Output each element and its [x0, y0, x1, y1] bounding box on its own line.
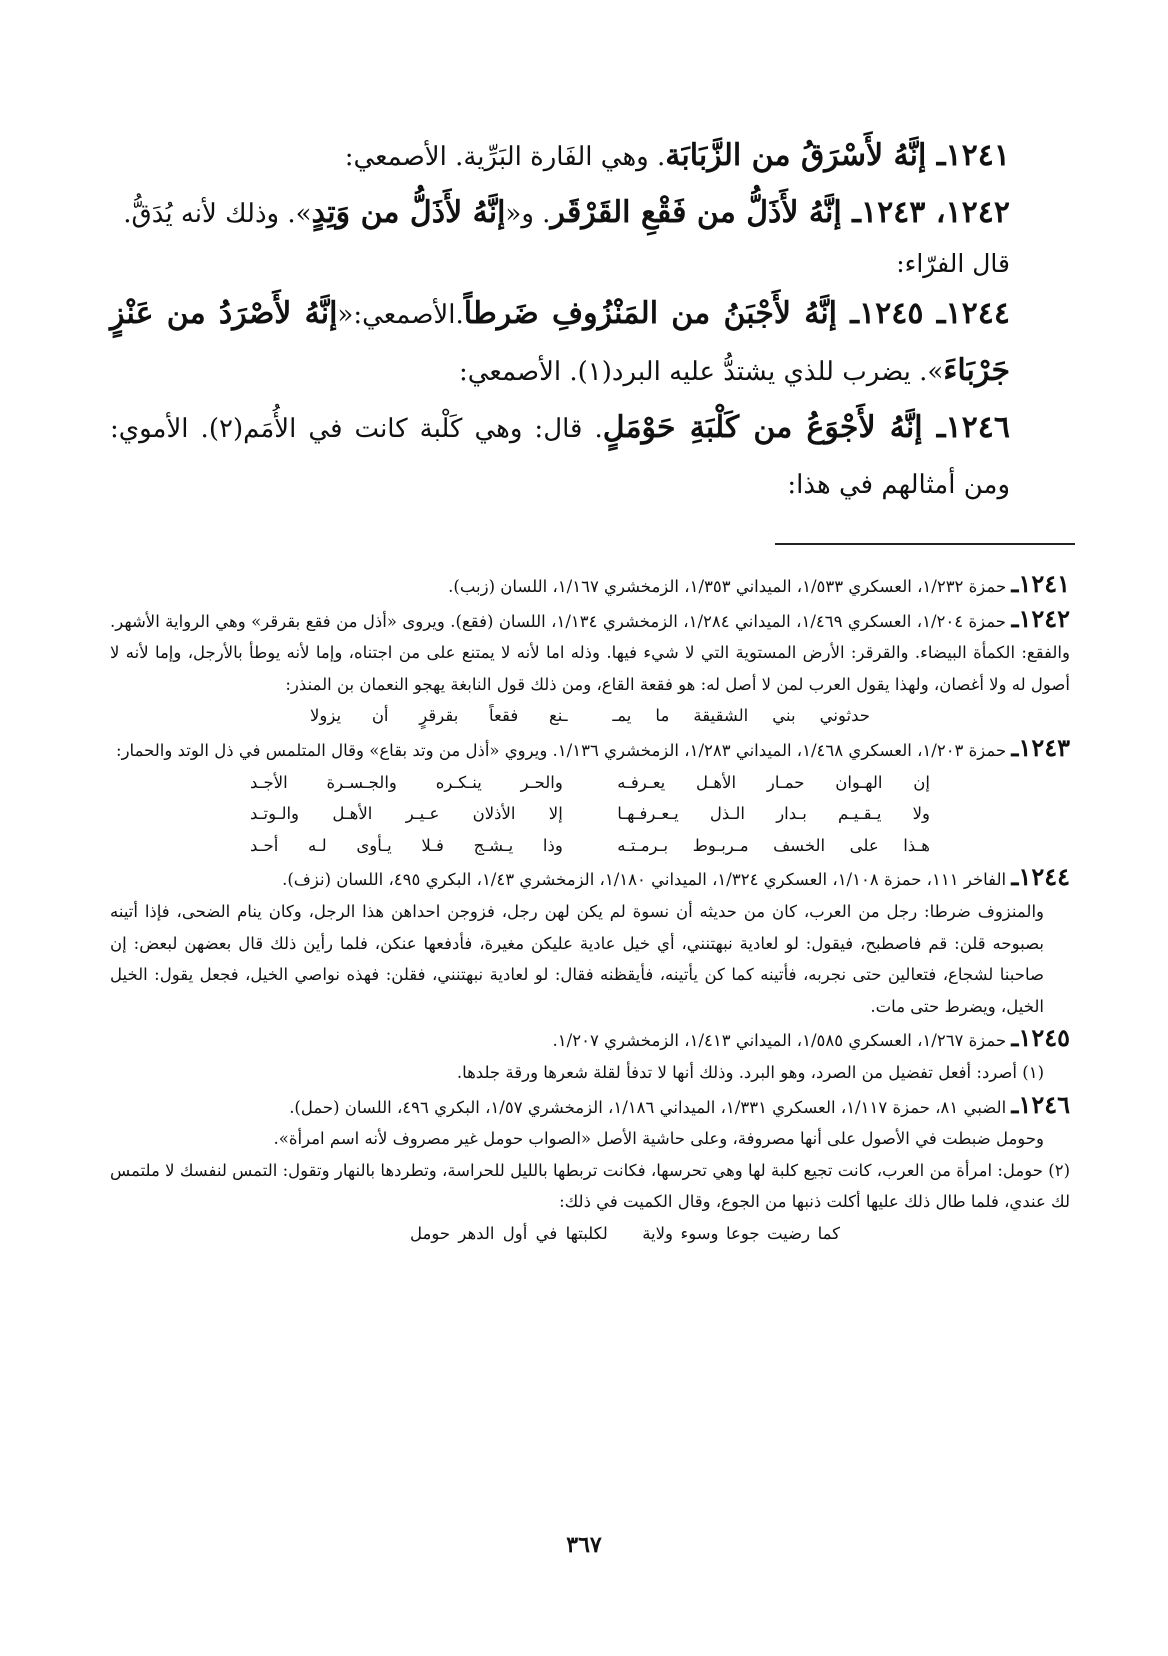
note-1244-number: ١٢٤٤ـ	[1011, 862, 1070, 892]
proverb-1246	[110, 400, 1010, 513]
note-1244-text: الفاخر ١١١، حمزة ١/١٠٨، العسكري ١/٣٢٤، الميداني ١/١٨٠، الزمخشري ١/٤٣، البكري ٤٩٥، اللسان (نزف).	[282, 870, 1007, 890]
verse-mutalammis-2	[110, 798, 1070, 830]
proverb-1246-rest: . قال: وهي كَلْبة كانت في الأُمَم(٢). الأموي: ومن أمثالهم في هذا:	[110, 414, 1010, 500]
proverb-1242-bold: ١٢٤٢، ١٢٤٣ـ إنَّهُ لأَذَلُّ من فَقْعِ القَرْقَر	[550, 195, 1010, 230]
verse-hemistich: إن الهـوان حمـار الأهـل يعـرفـه	[617, 772, 930, 792]
verse-hemistich: هـذا على الخسف مـربـوط بـرمـتـه	[617, 835, 930, 855]
proverb-1241	[110, 128, 1010, 185]
farra-line: قال الفرّاء:	[896, 249, 1010, 278]
verse-hemistich: إلا الأذلان عـيـر الأهـل والـوتـد	[250, 804, 563, 824]
note-1243	[110, 732, 1070, 767]
proverb-1243-bold: إنَّهُ لأَذَلُّ من وَتِدٍ	[311, 195, 506, 230]
footnote-divider	[775, 543, 1075, 545]
proverb-1245-bold: إنَّهُ لأَصْرَدُ من عَنْزٍ جَرْبَاءَ	[110, 296, 1010, 388]
proverb-1246-bold: ١٢٤٦ـ إنَّهُ لأَجْوَعُ من كَلْبَةِ حَوْمَلٍ	[602, 410, 1010, 445]
note-1246-text: الضبي ٨١، حمزة ١/١١٧، العسكري ١/٣٣١، الميداني ١/١٨٦، الزمخشري ١/٥٧، البكري ٤٩٦، اللسان (حمل).	[289, 1097, 1007, 1117]
note-1246-number: ١٢٤٦ـ	[1011, 1089, 1070, 1119]
note-1246	[110, 1089, 1070, 1124]
note-1241-number: ١٢٤١ـ	[1011, 569, 1070, 598]
note-1245-number: ١٢٤٥ـ	[1011, 1023, 1070, 1053]
proverb-1242-rest: ». وذلك لأنه يُدَقُّ.	[123, 199, 312, 229]
proverb-1244-mid: .الأصمعي:«	[337, 300, 464, 330]
verse-mutalammis-3	[110, 830, 1070, 862]
footnote-2: (٢) حومل: امرأة من العرب، كانت تجيع كلبة لها وهي تحرسها، فكانت تربطها بالليل للحراسة، وتطردها بالنهار وتقول: التمس لنفسك لا ملتمس لك عندي، فلما طال ذلك عليها أكلت ذنبها من الجوع، وقال الكميت في ذلك:	[110, 1160, 1070, 1212]
verse-hemistich: والحـر ينـكـره والجـسـرة الأجـد	[250, 772, 563, 792]
proverb-1241-bold: ١٢٤١ـ إنَّهُ لأَسْرَقُ من الزَّبَابَة	[665, 138, 1010, 173]
proverb-1244-rest: ». يضرب للذي يشتدُّ عليه البرد(١). الأصمعي:	[458, 357, 944, 387]
footnotes	[110, 568, 1070, 1249]
note-1242	[110, 603, 1070, 701]
verse-kumait	[110, 1218, 1070, 1250]
verse-hemistich: وذا يـشـج فـلا يـأوى لـه أحـد	[250, 835, 563, 855]
note-1244	[110, 861, 1070, 896]
note-1242-number: ١٢٤٢ـ	[1011, 603, 1071, 633]
main-text	[110, 128, 1010, 513]
note-1241	[110, 568, 1070, 603]
proverb-1244-bold: ١٢٤٤ـ ١٢٤٥ـ إنَّهُ لأَجْبَنُ من المَنْزُوفِ ضَرطاً	[463, 296, 1010, 331]
verse-hemistich: لكلبتها في أول الدهر حومل	[410, 1223, 608, 1243]
note-1241-text: حمزة ١/٢٣٢، العسكري ١/٥٣٣، الميداني ١/٣٥٣، الزمخشري ١/١٦٧، اللسان (زبب).	[448, 577, 1007, 596]
note-1243-text: حمزة ١/٢٠٣، العسكري ١/٤٦٨، الميداني ١/٢٨٣، الزمخشري ١/١٣٦. ويروي «أذل من وتد بقاع» وقال المتلمس في ذل الوتد والحمار:	[116, 740, 1007, 760]
note-1244-story: والمنزوف ضرطا: رجل من العرب، كان من حديثه أن نسوة لم يكن لهن رجل، فزوجن احداهن هذا الرجل، وكان ينام الضحى، فإذا أتينه بصبوحه قلن: قم فاصطبح، فيقول: لو لعادية نبهتنني، أي خيل عادية عليكن مغيرة، فأدفعها عنكن، فلما رأين ذلك قال بعضهن لبعض: إن صاحبنا لشجاع، فتعالين حتى نجربه، فأتينه كما كن يأتينه، فأيقظنه فقال: لو لعادية نبهتنني، فقلن: فهذه نواصي الخيل، فجعل يقول: الخيل الخيل، ويضرط حتى مات.	[110, 901, 1044, 1016]
verse-hemistich: كما رضيت جوعا وسوء ولاية	[642, 1223, 840, 1243]
verse-hemistich: ـنع فقعاً بقرقرٍ أن يزولا	[310, 706, 568, 726]
verse-hemistich: ولا يـقـيـم بـدار الـذل يـعـرفـهـا	[617, 804, 930, 824]
proverb-1241-rest: . وهي الفَارة البَرِّية. الأصمعي:	[344, 142, 666, 172]
note-1243-number: ١٢٤٣ـ	[1011, 732, 1070, 762]
proverb-1242-mid: . و«	[505, 199, 551, 229]
proverb-1244	[110, 286, 1010, 400]
note-1245-text: حمزة ١/٢٦٧، العسكري ١/٥٨٥، الميداني ١/٤١٣، الزمخشري ١/٢٠٧.	[552, 1031, 1007, 1051]
note-1245	[110, 1022, 1070, 1057]
page-number: ٣٦٧	[566, 1532, 602, 1558]
proverb-1242	[110, 185, 1010, 242]
verse-mutalammis-1	[110, 767, 1070, 799]
footnote-1: (١) أصرد: أفعل تفضيل من الصرد، وهو البرد. وذلك أنها لا تدفأ لقلة شعرها ورقة جلدها.	[456, 1062, 1044, 1082]
verse-hemistich: حدثوني بني الشقيقة ما يمـ	[612, 706, 870, 726]
note-1242-text: حمزة ١/٢٠٤، العسكري ١/٤٦٩، الميداني ١/٢٨٤، الزمخشري ١/١٣٤، اللسان (فقع). ويروى «أذل من فقع بقرقر» وهي الرواية الأشهر. والفقع: الكمأة البيضاء. والقرقر: الأرض المستوية التي لا شيء فيها. وذله اما لأنه لا يمتنع على من اجتناه، وإما لأنه يوطأ بالأرجل، وإما لأنه لا أصول له ولا أغصان، ولهذا يقول العرب لمن لا أصل له: هو فقعة القاع، ومن ذلك قول النابغة يهجو النعمان بن المنذر:	[110, 611, 1070, 694]
verse-nabigha	[110, 700, 1070, 732]
note-1246-remark: وحومل ضبطت في الأصول على أنها مصروفة، وعلى حاشية الأصل «الصواب حومل غير مصروف لأنه اسم امرأة».	[273, 1129, 1044, 1149]
